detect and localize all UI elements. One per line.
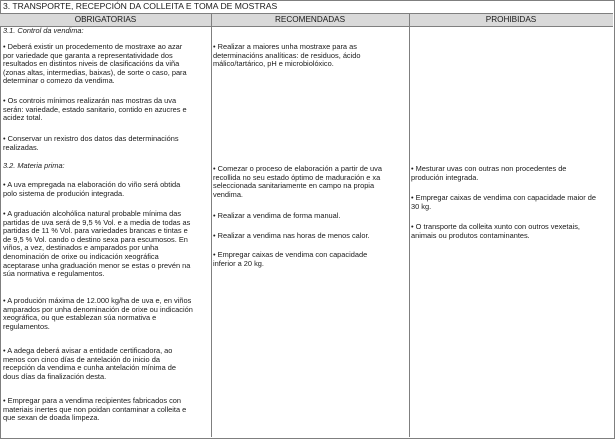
- obrigatorias-column: [3, 27, 209, 437]
- text-line: • Realizar a vendima de forma manual.: [213, 211, 341, 220]
- text-line: 30 kg.: [411, 201, 432, 211]
- text-line: • Empregar caixas de vendima con capacidade: [213, 250, 368, 259]
- text-line: • A adega deberá avisar a entidade certificadora, ao: [3, 346, 173, 355]
- header-obrigatorias: OBRIGATORIAS: [74, 15, 137, 24]
- text-line: • Deberá existir un procedemento de mostraxe ao azar: [3, 42, 183, 51]
- text-line: vendima.: [213, 189, 243, 199]
- text-line: menos con cinco días de antelación do inicio da: [3, 354, 160, 364]
- text-line: determinar o comezo da vendima.: [3, 76, 115, 86]
- text-line: realizadas.: [3, 142, 39, 152]
- text-line: polo sistema de produción integrada.: [3, 188, 125, 198]
- text-line: • Conservar un rexistro dos datos das determinacións: [3, 134, 179, 143]
- text-line: • A graduación alcohólica natural probable mínima das: [3, 209, 182, 218]
- text-line: • Os controis mínimos realizarán nas mostras da uva: [3, 96, 177, 105]
- text-line: • O transporte da colleita xunto con outros vexetais,: [411, 222, 580, 231]
- column-divider: [409, 13, 410, 437]
- recomendadas-column: [213, 27, 407, 437]
- text-line: inferior a 20 kg.: [213, 258, 264, 268]
- text-line: partidas de uva será de 9,5 % Vol. e a media de todas as: [3, 217, 191, 227]
- text-line: • Comezar o proceso de elaboración a partir de uva: [213, 164, 382, 173]
- text-line: regulamentos.: [3, 321, 50, 331]
- text-line: viños, a vez, destinados e amparados por unha: [3, 243, 159, 253]
- text-line: xeográfica, ou que establezan súa normativa e: [3, 313, 157, 323]
- section-title: 3. TRANSPORTE, RECEPCIÓN DA COLLEITA E TOMA DE MOSTRAS: [3, 1, 278, 11]
- text-line: • A produción máxima de 12.000 kg/ha de uva e, en viños: [3, 296, 192, 305]
- text-line: málico/tartárico, pH e microbiolóxico.: [213, 59, 334, 69]
- text-line: • Realizar a maiores unha mostraxe para as: [213, 42, 357, 51]
- text-line: • Realizar a vendima nas horas de menos calor.: [213, 231, 370, 240]
- text-line: denominación de orixe ou indicación xeográfica: [3, 252, 159, 261]
- text-line: seleccionada sanitariamente en campo na propia: [213, 181, 375, 191]
- header-recomendadas: RECOMENDADAS: [274, 15, 346, 24]
- text-line: determinacións analíticas: de residuos, ácido: [213, 50, 361, 60]
- text-line: súa normativa e regulamentos.: [3, 269, 105, 279]
- text-line: produción integrada.: [411, 172, 479, 182]
- text-line: amparados por unha denominación de orixe ou indicación: [3, 304, 193, 314]
- section-heading: 3.2. Materia prima:: [3, 161, 65, 170]
- text-line: animais ou produtos contaminantes.: [411, 230, 530, 240]
- text-line: dous días da finalización desta.: [3, 371, 107, 381]
- text-line: • Empregar para a vendima recipientes fabricados con: [3, 396, 182, 405]
- text-line: partidas de 11 % Vol. para variedades brancas e tintas e: [3, 226, 188, 236]
- table-header-row: [0, 13, 613, 27]
- text-line: acidez total.: [3, 113, 43, 123]
- text-line: • Empregar caixas de vendima con capacidade maior de: [411, 193, 596, 202]
- column-divider: [211, 13, 212, 437]
- prohibidas-column: [411, 27, 611, 437]
- text-line: serán: variedade, estado sanitario, contido en azucres e: [3, 104, 187, 114]
- text-line: aceptarase unha graduación menor se estas o prevén na: [3, 260, 191, 270]
- text-line: que sexan de doada limpeza.: [3, 413, 100, 423]
- text-line: recepción da vendima e cunha antelación mínima de: [3, 363, 176, 373]
- text-line: materiais inertes que non poidan contaminar a colleita e: [3, 404, 187, 414]
- text-line: por variedade que garanta a representatividade dos: [3, 50, 173, 60]
- text-line: (zonas altas, intermedias, baixas), de sorte o caso, para: [3, 67, 187, 77]
- text-line: resultados en distintos niveis de clasificacións da viña: [3, 59, 180, 69]
- text-line: • Mesturar uvas con outras non procedentes de: [411, 164, 567, 173]
- text-line: recollida no seu estado óptimo de maduración e xa: [213, 172, 381, 182]
- text-line: de 9,5 % Vol. cando o destino sexa para escumosos. En: [3, 234, 188, 244]
- text-line: • A uva empregada na elaboración do viño será obtida: [3, 180, 181, 189]
- header-prohibidas: PROHIBIDAS: [485, 15, 537, 24]
- section-heading: 3.1. Control da vendima:: [3, 26, 84, 35]
